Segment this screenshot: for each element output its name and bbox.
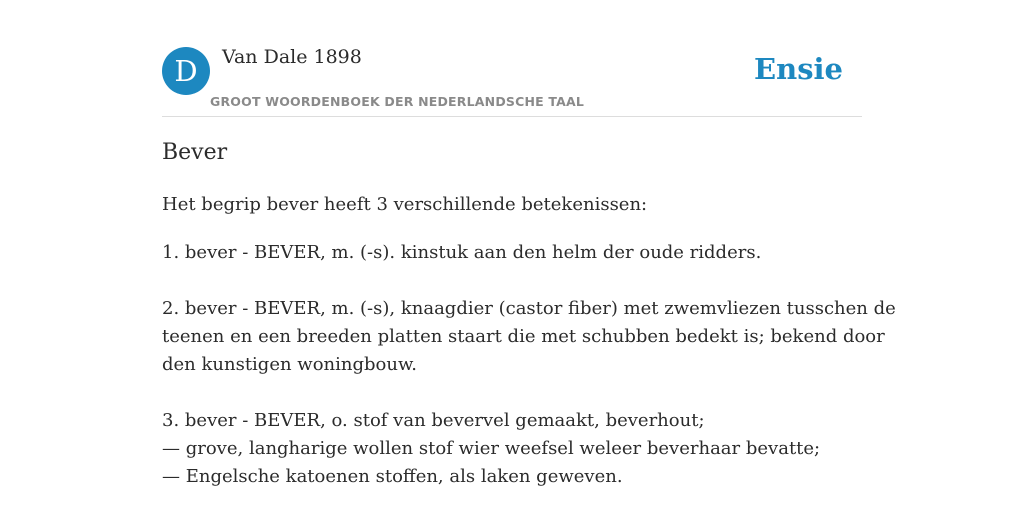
dictionary-name[interactable]: Van Dale 1898 (222, 46, 362, 68)
definitions-list (162, 239, 896, 491)
definition-1 (162, 239, 862, 267)
definition-3 (162, 407, 862, 491)
brand-logo[interactable]: Ensie (754, 52, 843, 86)
definition-line: 2. bever - BEVER, m. (-s), knaagdier (castor fiber) met zwemvliezen tusschen de (162, 298, 896, 319)
dictionary-logo[interactable]: D (162, 47, 210, 95)
header (162, 0, 862, 117)
entry-title: Bever (162, 140, 228, 165)
page (162, 0, 896, 512)
definition-line: teenen en een breeden platten staart die met schubben bedekt is; bekend door (162, 326, 885, 347)
definition-2 (162, 295, 896, 379)
entry-intro: Het begrip bever heeft 3 verschillende betekenissen: (162, 194, 648, 215)
definition-line: den kunstigen woningbouw. (162, 354, 417, 375)
definition-line: 1. bever - BEVER, m. (-s). kinstuk aan den helm der oude ridders. (162, 242, 762, 263)
definition-line: 3. bever - BEVER, o. stof van bevervel gemaakt, beverhout; (162, 410, 705, 431)
definition-line: — Engelsche katoenen stoffen, als laken geweven. (162, 466, 623, 487)
dictionary-subtitle: GROOT WOORDENBOEK DER NEDERLANDSCHE TAAL (210, 94, 585, 109)
definition-line: — grove, langharige wollen stof wier weefsel weleer beverhaar bevatte; (162, 438, 821, 459)
